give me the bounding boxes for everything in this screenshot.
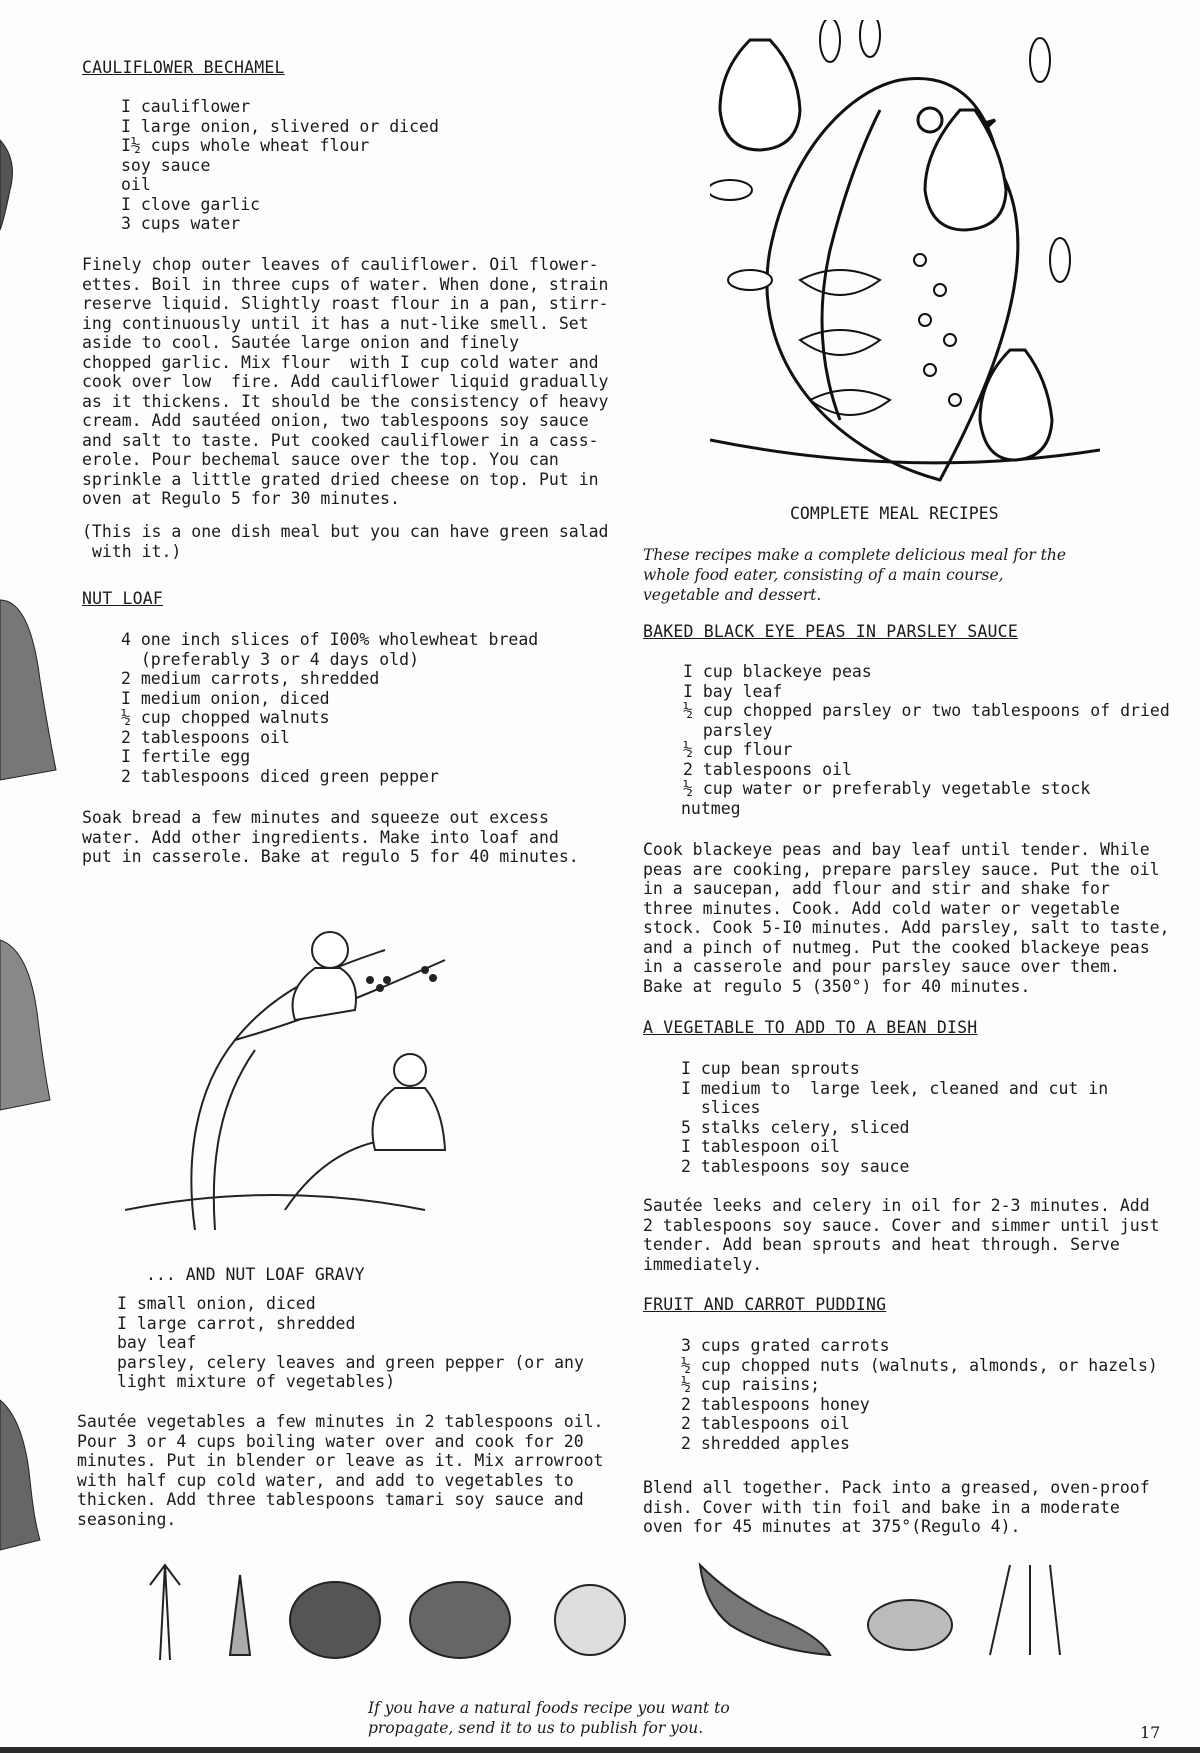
pudding-ingredients (681, 1336, 1158, 1453)
bells-edge-illustration (0, 80, 60, 1640)
footer-note: If you have a natural foods recipe you want to propagate, send it to us to publish for you. (368, 1699, 730, 1737)
gravy-method: Sautée vegetables a few minutes in 2 tablespoons oil. Pour 3 or 4 cups boiling water over and cook for 20 minutes. Put in blender or leave as it. Mix arrowroot with half cup cold water, and add to vegetables to thicken. Add three tablespoons tamari soy sauce and seasoning. (77, 1412, 604, 1529)
ingredient: I large onion, slivered or diced (121, 116, 439, 136)
nut-loaf-gravy-title: ... AND NUT LOAF GRAVY (146, 1265, 365, 1284)
ingredient: I medium to large leek, cleaned and cut in (681, 1078, 1109, 1098)
vegetable-ingredients (681, 1059, 1108, 1176)
nut-loaf-method: Soak bread a few minutes and squeeze out excess water. Add other ingredients. Make into loaf and put in casserole. Bake at regulo 5 for 40 minutes. (82, 808, 579, 866)
ingredient: bay leaf (117, 1333, 197, 1352)
grain-bundle-icon (230, 1575, 250, 1655)
complete-meal-caption: COMPLETE MEAL RECIPES (790, 504, 999, 523)
ingredient: oil (121, 175, 151, 194)
ingredient: parsley, celery leaves and green pepper (or any (117, 1352, 584, 1372)
ingredient: 2 tablespoons diced green pepper (121, 766, 439, 786)
pudding-title: FRUIT AND CARROT PUDDING (643, 1295, 887, 1314)
ingredient: 5 stalks celery, sliced (681, 1117, 910, 1137)
ingredient: soy sauce (121, 155, 211, 175)
ingredient: parsley (683, 720, 773, 740)
ingredient: 3 cups grated carrots (681, 1336, 890, 1355)
ingredient: ½ cup chopped parsley or two tablespoons of dried (683, 701, 1170, 720)
gravy-ingredients (117, 1294, 584, 1392)
ingredient: 3 cups water (121, 214, 241, 233)
pumpkin-icon (290, 1582, 380, 1658)
ingredient: ½ cup chopped nuts (walnuts, almonds, or hazels) (681, 1355, 1158, 1375)
wheat-sheaf-icon (150, 1565, 180, 1660)
ingredient: I fertile egg (121, 747, 251, 766)
ingredient: I½ cups whole wheat flour (121, 136, 370, 155)
walnut-icon (410, 1582, 510, 1658)
cauliflower-method: Finely chop outer leaves of cauliflower. Oil flower- ettes. Boil in three cups of water. When done, strain reserve liquid. Slightly roast flour in a pan, stirr- ing continuously until it has a nut-like smell. Set aside to cool. Sautée large onion and finely chopped garlic. Mix flour with I cup cold water and cook over low fire. Add cauliflower liquid gradually as it thickens. It should be the consistency of heavy cream. Add sautéed onion, two tablespoons soy sauce and salt to taste. Put cooked cauliflower in a cass- erole. Pour bechemal sauce over the top. You can sprinkle a little grated dried cheese on top. Put in oven at Regulo 5 for 30 minutes. (82, 255, 609, 508)
ingredient: 2 tablespoons oil (681, 1414, 850, 1433)
peas-method: Cook blackeye peas and bay leaf until tender. While peas are cooking, prepare parsley sauce. Put the oil in a saucepan, add flour and stir and shake for three minutes. Cook. Add cold water or vegetable stock. Cook 5-I0 minutes. Add parsley, salt to taste, and a pinch of nutmeg. Put the cooked blackeye peas in a casserole and pour parsley sauce over them. Bake at regulo 5 (350°) for 40 minutes. (643, 840, 1170, 996)
bird-pears-illustration (710, 20, 1100, 482)
ingredient: (preferably 3 or 4 days old) (121, 649, 420, 669)
ingredient: 4 one inch slices of I00% wholewheat bread (121, 630, 539, 649)
peas-title: BAKED BLACK EYE PEAS IN PARSLEY SAUCE (643, 622, 1018, 641)
ingredient: ½ cup flour (683, 740, 793, 759)
ingredient: 2 shredded apples (681, 1433, 850, 1453)
ingredient: 2 medium carrots, shredded (121, 669, 380, 688)
children-tree-illustration (125, 910, 555, 1230)
ingredient: I bay leaf (683, 681, 783, 701)
cauliflower-ingredients (121, 97, 439, 234)
nut-loaf-ingredients (121, 630, 538, 786)
wheat-ears-icon (990, 1565, 1060, 1655)
ingredient: 2 tablespoons honey (681, 1394, 870, 1414)
vegetable-method: Sautée leeks and celery in oil for 2-3 minutes. Add 2 tablespoons soy sauce. Cover and simmer until just tender. Add bean sprouts and heat through. Serve immediately. (643, 1196, 1160, 1274)
pudding-method: Blend all together. Pack into a greased, oven-proof dish. Cover with tin foil and bake in a moderate oven for 45 minutes at 375°(Regulo 4). (643, 1478, 1150, 1536)
ingredient: 2 tablespoons oil (121, 727, 290, 747)
ingredient: ½ cup chopped walnuts (121, 708, 330, 727)
cauliflower-bechamel-title: CAULIFLOWER BECHAMEL (82, 58, 285, 77)
ingredient: ½ cup raisins; (681, 1375, 821, 1394)
nest-with-eggs-icon (868, 1600, 952, 1650)
ingredient: I large carrot, shredded (117, 1313, 356, 1333)
ingredient: I small onion, diced (117, 1294, 316, 1313)
ingredient: I cup bean sprouts (681, 1059, 860, 1078)
ingredient: ½ cup water or preferably vegetable stock (683, 779, 1091, 798)
page-number: 17 (1140, 1723, 1161, 1742)
nut-loaf-title: NUT LOAF (82, 589, 164, 608)
ingredient: I medium onion, diced (121, 688, 330, 708)
peas-ingredients (683, 662, 1170, 818)
ingredient: 2 tablespoons oil (683, 759, 852, 779)
ingredient: light mixture of vegetables) (117, 1372, 396, 1391)
complete-meal-intro: These recipes make a complete delicious meal for the whole food eater, consisting of a main course, vegetable and dessert. (643, 546, 1067, 604)
ingredient: I cup blackeye peas (683, 662, 872, 681)
ingredient: I tablespoon oil (681, 1137, 840, 1156)
beetroot-icon (700, 1565, 830, 1655)
ingredient: I clove garlic (121, 194, 261, 214)
ingredient: 2 tablespoons soy sauce (681, 1156, 910, 1176)
bottom-rule (0, 1747, 1200, 1753)
ingredient: nutmeg (681, 798, 741, 818)
cauliflower-note: (This is a one dish meal but you can have green salad with it.) (82, 522, 609, 561)
ingredient: slices (681, 1098, 761, 1117)
ingredient: I cauliflower (121, 97, 251, 116)
vegetable-title: A VEGETABLE TO ADD TO A BEAN DISH (643, 1018, 978, 1037)
food-illustrations-row (130, 1555, 1090, 1665)
apple-icon (555, 1585, 625, 1655)
